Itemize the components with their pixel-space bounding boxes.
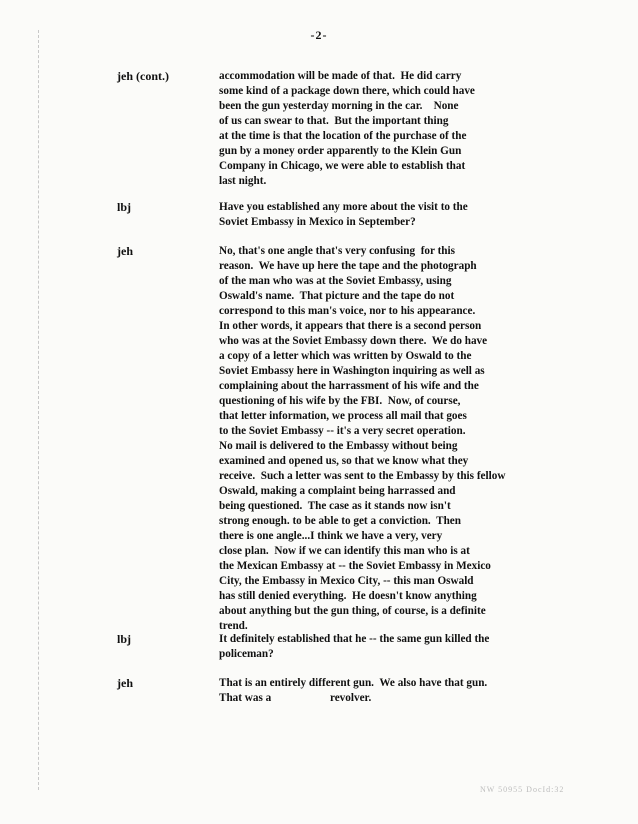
speech-line: there is one angle...I think we have a very, very <box>219 530 443 542</box>
speech-line: has still denied everything. He doesn't know anything <box>219 590 477 602</box>
speech-line: who was at the Soviet Embassy down there. We do have <box>219 335 488 347</box>
speech-line: Oswald, making a complaint being harrassed and <box>219 485 456 497</box>
speech-line: strong enough. to be able to get a conviction. Then <box>219 515 461 527</box>
speaker-label: jeh <box>117 676 133 690</box>
speech-line: to the Soviet Embassy -- it's a very secret operation. <box>219 425 466 437</box>
speech-line: some kind of a package down there, which could have <box>219 85 475 97</box>
speech-paragraph <box>219 69 619 189</box>
speech-line: of us can swear to that. But the important thing <box>219 115 449 127</box>
speech-line: the Mexican Embassy at -- the Soviet Embassy in Mexico <box>219 560 491 572</box>
speaker-label: jeh (cont.) <box>117 69 169 83</box>
speech-line: examined and opened us, so that we know what they <box>219 455 469 467</box>
speech-line: reason. We have up here the tape and the photograph <box>219 260 477 272</box>
margin-rule <box>38 30 39 790</box>
speech-line: receive. Such a letter was sent to the Embassy by this fellow <box>219 470 506 482</box>
speech-line: That is an entirely different gun. We also have that gun. <box>219 677 488 689</box>
speech-line: questioning of his wife by the FBI. Now, of course, <box>219 395 461 407</box>
speech-line: Company in Chicago, we were able to establish that <box>219 160 466 172</box>
speech-paragraph <box>219 244 619 634</box>
page-number: -2- <box>310 28 328 42</box>
speech-line: In other words, it appears that there is a second person <box>219 320 482 332</box>
speech-line: City, the Embassy in Mexico City, -- this man Oswald <box>219 575 474 587</box>
speech-line: a copy of a letter which was written by Oswald to the <box>219 350 472 362</box>
speech-line: being questioned. The case as it stands now isn't <box>219 500 451 512</box>
speech-line: last night. <box>219 175 267 187</box>
speech-line: close plan. Now if we can identify this man who is at <box>219 545 470 557</box>
speech-line: complaining about the harrassment of his wife and the <box>219 380 479 392</box>
speech-line: correspond to this man's voice, nor to his appearance. <box>219 305 476 317</box>
speech-paragraph <box>219 632 619 662</box>
speech-paragraph <box>219 200 619 230</box>
speech-line: Soviet Embassy here in Washington inquiring as well as <box>219 365 485 377</box>
speaker-label: lbj <box>117 200 132 214</box>
speech-line: No, that's one angle that's very confusing for this <box>219 245 455 257</box>
speaker-label: jeh <box>117 244 133 258</box>
speech-line: gun by a money order apparently to the Klein Gun <box>219 145 462 157</box>
speech-line: That was a revolver. <box>219 692 372 704</box>
speaker-label: lbj <box>117 632 132 646</box>
speech-line: No mail is delivered to the Embassy without being <box>219 440 458 452</box>
speech-line: at the time is that the location of the purchase of the <box>219 130 467 142</box>
speech-line: of the man who was at the Soviet Embassy, using <box>219 275 452 287</box>
speech-line: Have you established any more about the visit to the <box>219 201 468 213</box>
speech-paragraph <box>219 676 619 706</box>
speech-line: been the gun yesterday morning in the car. None <box>219 100 459 112</box>
speech-line: Soviet Embassy in Mexico in September? <box>219 216 416 228</box>
speech-line: accommodation will be made of that. He did carry <box>219 70 462 82</box>
speech-line: Oswald's name. That picture and the tape do not <box>219 290 455 302</box>
speech-line: It definitely established that he -- the same gun killed the <box>219 633 490 645</box>
speech-line: about anything but the gun thing, of course, is a definite <box>219 605 486 617</box>
speech-line: that letter information, we process all mail that goes <box>219 410 467 422</box>
speech-line: policeman? <box>219 648 274 660</box>
archive-stamp: NW 50955 DocId:32 <box>480 785 565 794</box>
speech-line: trend. <box>219 620 248 632</box>
